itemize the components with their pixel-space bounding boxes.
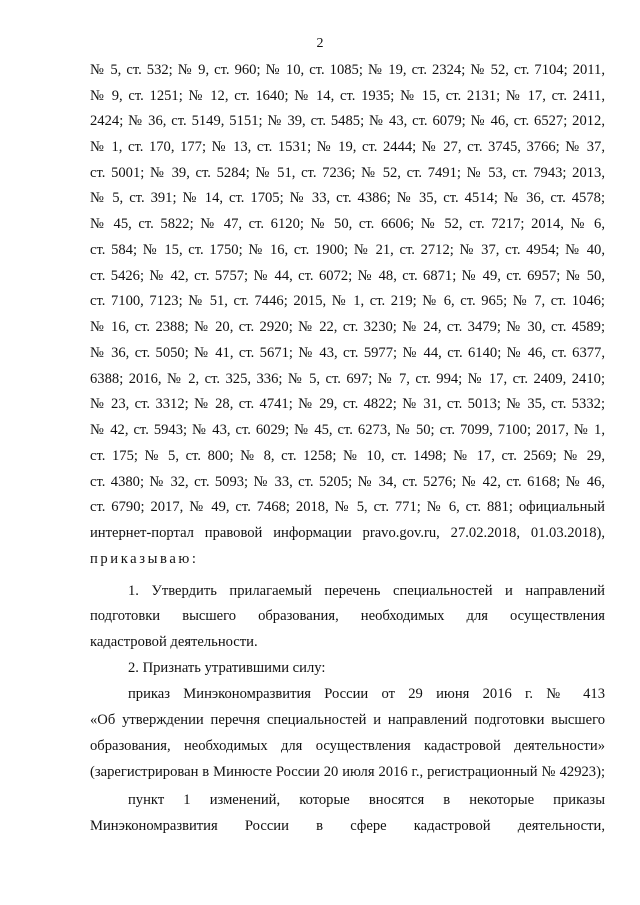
text-line: ст. 6790; 2017, № 49, ст. 7468; 2018, № 5, ст. 771; № 6, ст. 881; официальный [90,499,605,515]
text-line: ст. 7100, 7123; № 51, ст. 7446; 2015, № 1, ст. 219; № 6, ст. 965; № 7, ст. 1046; [90,293,605,309]
text-line: ст. 5001; № 39, ст. 5284; № 51, ст. 7236; № 52, ст. 7491; № 53, ст. 7943; 2013, [90,165,605,181]
text-line: 6388; 2016, № 2, ст. 325, 336; № 5, ст. 697; № 7, ст. 994; № 17, ст. 2409, 2410; [90,371,605,387]
text-line: 2424; № 36, ст. 5149, 5151; № 39, ст. 5485; № 43, ст. 6079; № 46, ст. 6527; 2012, [90,113,605,129]
item-1-line: 1. Утвердить прилагаемый перечень специальностей и направлений [128,583,605,599]
repeal-line: «Об утверждении перечня специальностей и направлений подготовки высшего [90,712,605,728]
repeal-line: приказ Минэкономразвития России от 29 июня 2016 г. № 413 [128,686,605,702]
text-line: № 36, ст. 5050; № 41, ст. 5671; № 43, ст. 5977; № 44, ст. 6140; № 46, ст. 6377, [90,345,605,361]
text-line: № 16, ст. 2388; № 20, ст. 2920; № 22, ст. 3230; № 24, ст. 3479; № 30, ст. 4589; [90,319,605,335]
text-line: ст. 175; № 5, ст. 800; № 8, ст. 1258; № 10, ст. 1498; № 17, ст. 2569; № 29, [90,448,605,464]
repeal-line: (зарегистрирован в Минюсте России 20 июля 2016 г., регистрационный № 42923); [90,764,605,780]
text-line: № 5, ст. 532; № 9, ст. 960; № 10, ст. 1085; № 19, ст. 2324; № 52, ст. 7104; 2011, [90,62,605,78]
item-1-line: кадастровой деятельности. [90,634,258,650]
repeal-line: образования, необходимых для осуществления кадастровой деятельности» [90,738,605,754]
point-line: пункт 1 изменений, которые вносятся в некоторые приказы [128,792,605,808]
item-1-line: подготовки высшего образования, необходимых для осуществления [90,608,605,624]
text-line: № 45, ст. 5822; № 47, ст. 6120; № 50, ст. 6606; № 52, ст. 7217; 2014, № 6, [90,216,605,232]
text-line: № 1, ст. 170, 177; № 13, ст. 1531; № 19, ст. 2444; № 27, ст. 3745, 3766; № 37, [90,139,605,155]
text-line: № 9, ст. 1251; № 12, ст. 1640; № 14, ст. 1935; № 15, ст. 2131; № 17, ст. 2411, [90,88,605,104]
text-line: ст. 4380; № 32, ст. 5093; № 33, ст. 5205; № 34, ст. 5276; № 42, ст. 6168; № 46, [90,474,605,490]
text-line: № 42, ст. 5943; № 43, ст. 6029; № 45, ст. 6273, № 50; ст. 7099, 7100; 2017, № 1, [90,422,605,438]
text-line: ст. 5426; № 42, ст. 5757; № 44, ст. 6072; № 48, ст. 6871; № 49, ст. 6957; № 50, [90,268,605,284]
page-number: 2 [316,36,324,51]
text-line: ст. 584; № 15, ст. 1750; № 16, ст. 1900; № 21, ст. 2712; № 37, ст. 4954; № 40, [90,242,605,258]
item-2-intro: 2. Признать утратившими силу: [128,660,326,676]
order-word: приказываю: [90,551,199,567]
point-line: Минэкономразвития России в сфере кадастровой деятельности, [90,818,605,834]
text-line: № 5, ст. 391; № 14, ст. 1705; № 33, ст. 4386; № 35, ст. 4514; № 36, ст. 4578; [90,190,605,206]
text-line: интернет-портал правовой информации pravo.gov.ru, 27.02.2018, 01.03.2018), [90,525,605,541]
text-line: № 23, ст. 3312; № 28, ст. 4741; № 29, ст. 4822; № 31, ст. 5013; № 35, ст. 5332; [90,396,605,412]
